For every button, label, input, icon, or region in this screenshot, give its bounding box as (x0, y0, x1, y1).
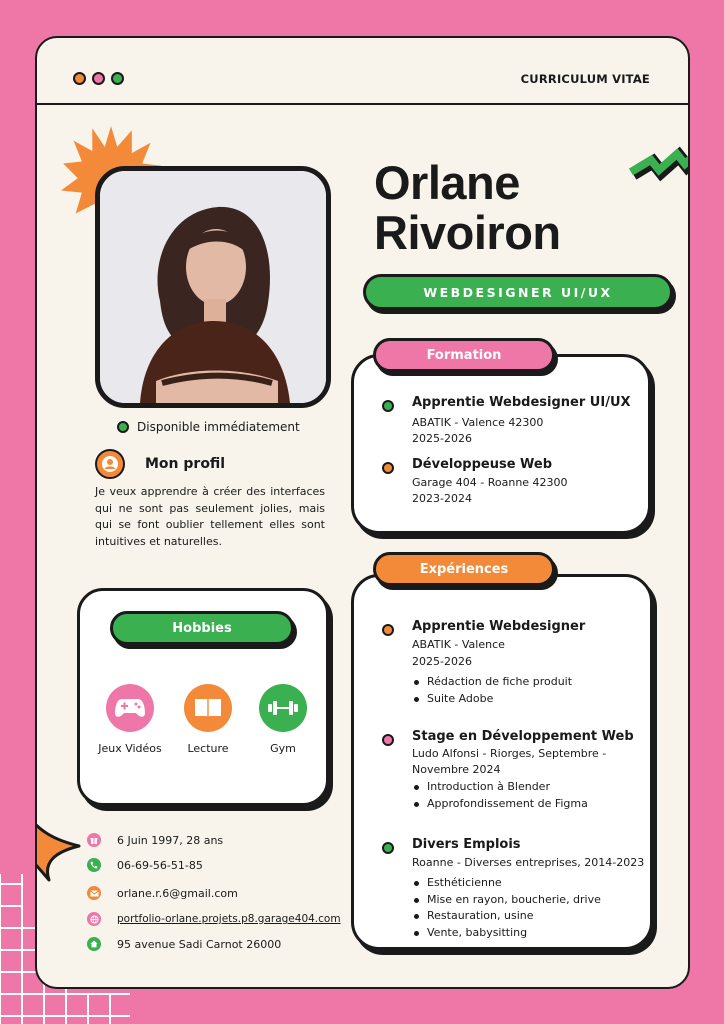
profile-description: Je veux apprendre à créer des interfaces qui ne sont pas seulement jolies, mais qui se font oublier tellement elles sont intuitives et naturelles. (95, 485, 325, 548)
window-dot-orange (73, 72, 86, 85)
profile-header (95, 449, 225, 479)
experiences-card (351, 574, 653, 950)
bullet-item: Esthéticienne (427, 875, 601, 892)
hobby-item-reading (168, 684, 248, 755)
contact-address (87, 937, 281, 951)
contact-text: 6 Juin 1997, 28 ans (117, 833, 224, 847)
gift-icon (87, 833, 101, 847)
entry-dot (382, 400, 394, 412)
zigzag-decoration (627, 138, 690, 186)
formation-card (351, 354, 651, 534)
entry-line: 2025-2026 (412, 655, 472, 668)
contact-phone[interactable] (87, 858, 203, 872)
four-point-star-decoration (35, 810, 83, 882)
cv-sheet (35, 36, 690, 989)
contact-text: orlane.r.6@gmail.com (117, 886, 238, 900)
hobbies-title-pill: Hobbies (110, 611, 294, 645)
home-icon (87, 937, 101, 951)
entry-place: ABATIK - Valence 42300 (412, 416, 544, 429)
entry-bullets (427, 779, 588, 812)
mail-icon (87, 886, 101, 900)
entry-dot (382, 842, 394, 854)
entry-line: Ludo Alfonsi - Riorges, Septembre - (412, 747, 607, 760)
availability-status (117, 420, 300, 434)
bullet-item: Rédaction de fiche produit (427, 674, 572, 691)
first-name: Orlane (374, 156, 520, 209)
gamepad-icon (106, 684, 154, 732)
entry-title: Développeuse Web (412, 457, 553, 472)
entry-place: Garage 404 - Roanne 42300 (412, 476, 568, 489)
contact-email[interactable] (87, 886, 238, 900)
dumbbell-icon (259, 684, 307, 732)
availability-text: Disponible immédiatement (137, 420, 300, 434)
window-dot-green (111, 72, 124, 85)
entry-dot (382, 624, 394, 636)
profile-photo (95, 166, 331, 408)
bullet-item: Introduction à Blender (427, 779, 588, 796)
entry-dates: 2025-2026 (412, 432, 472, 445)
contact-text: 95 avenue Sadi Carnot 26000 (117, 937, 282, 951)
last-name: Rivoiron (374, 206, 561, 259)
cv-label: CURRICULUM VITAE (520, 72, 650, 86)
contact-portfolio[interactable] (87, 912, 341, 926)
entry-line: ABATIK - Valence (412, 638, 505, 651)
entry-dates: 2023-2024 (412, 492, 472, 505)
bullet-item: Restauration, usine (427, 908, 601, 925)
entry-line: Roanne - Diverses entreprises, 2014-2023 (412, 856, 645, 869)
entry-bullets (427, 674, 572, 707)
contact-text: 06-69-56-51-85 (117, 858, 203, 872)
hobby-label: Jeux Vidéos (98, 742, 162, 755)
formation-title-pill: Formation (373, 338, 555, 372)
full-name (374, 158, 561, 258)
hobbies-card (77, 588, 329, 806)
hobby-item-gym (243, 684, 323, 755)
job-title-pill: WEBDESIGNER UI/UX (363, 274, 673, 310)
entry-dot (382, 462, 394, 474)
hobby-item-video-games (90, 684, 170, 755)
top-bar (37, 38, 688, 105)
entry-line: Novembre 2024 (412, 763, 501, 776)
hobby-label: Gym (270, 742, 296, 755)
entry-title: Stage en Développement Web (412, 729, 634, 744)
profile-title: Mon profil (145, 456, 226, 472)
contact-birthdate (87, 833, 223, 847)
entry-title: Divers Emplois (412, 837, 521, 852)
portfolio-link[interactable]: portfolio-orlane.projets.p8.garage404.com (117, 913, 341, 925)
globe-icon (87, 912, 101, 926)
bullet-item: Mise en rayon, boucherie, drive (427, 892, 601, 909)
user-icon (95, 449, 125, 479)
phone-icon (87, 858, 101, 872)
bullet-item: Vente, babysitting (427, 925, 601, 942)
bullet-item: Suite Adobe (427, 691, 572, 708)
window-dot-pink (92, 72, 105, 85)
status-dot (117, 421, 129, 433)
bullet-item: Approfondissement de Figma (427, 796, 588, 813)
book-icon (184, 684, 232, 732)
hobby-label: Lecture (187, 742, 229, 755)
entry-title: Apprentie Webdesigner UI/UX (412, 395, 631, 410)
experiences-title-pill: Expériences (373, 552, 555, 586)
entry-title: Apprentie Webdesigner (412, 619, 586, 634)
entry-dot (382, 734, 394, 746)
entry-bullets (427, 875, 601, 941)
portrait-illustration (100, 171, 326, 403)
